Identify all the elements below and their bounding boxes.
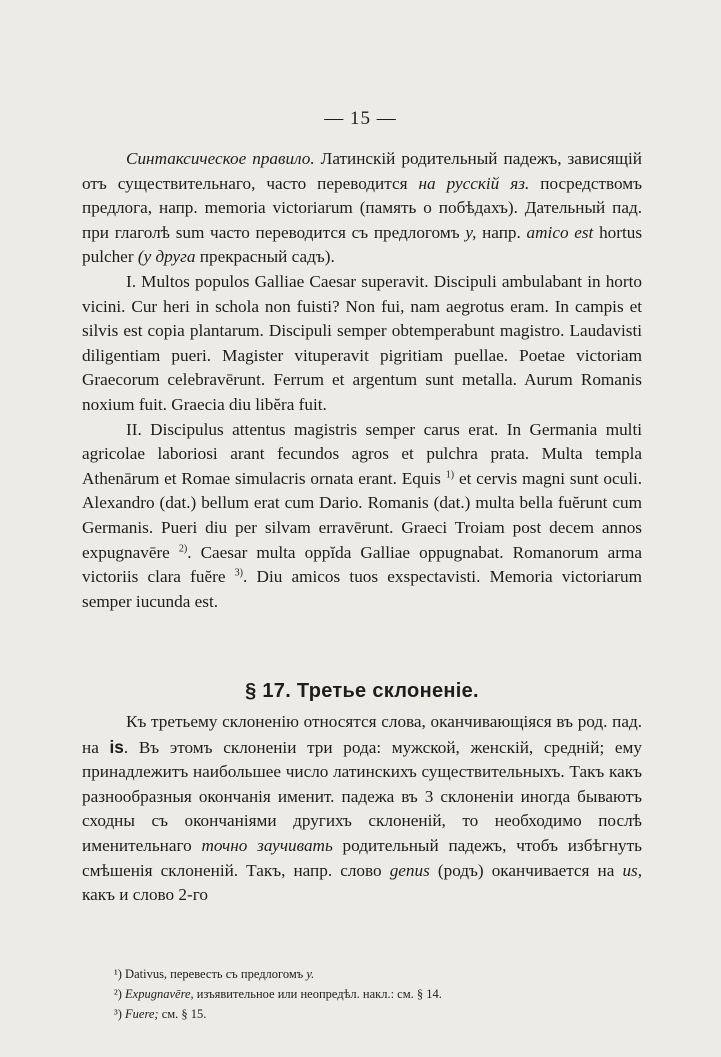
footnote-3: ³) Fuere; см. § 15. — [114, 1007, 207, 1021]
lower-text — [82, 710, 642, 908]
footnote-ref-2: 2) — [178, 542, 188, 554]
declension-paragraph: Къ третьему склоненію относятся слова, оканчивающіяся въ род. пад. на is. Въ этомъ склоненіи три рода: мужской, женскій, средній; ему принадлежитъ наибольшее число латинскихъ существительныхъ. Такъ какъ разнообразныя окончанія именит. падежа въ 3 склоненіи иногда бываютъ сходны съ окончаніями другихъ склоненій, то необходимо послѣ именительнаго точно заучивать родительный падежъ, чтобъ избѣгнуть смѣшенія склоненій. Такъ, напр. слово genus (родъ) оканчивается на us, какъ и слово 2-го — [82, 712, 643, 905]
footnote-1: ¹) Dativus, перевесть съ предлогомъ у. — [114, 967, 315, 981]
footnote-ref-3: 3) — [234, 567, 244, 579]
footnote-2: ²) Expugnavēre, изъявительное или неопредѣл. накл.: см. § 14. — [114, 987, 442, 1001]
section-heading: § 17. Третье склоненіе. — [245, 680, 479, 702]
ending-is: is — [109, 736, 124, 757]
exercise-two: II. Discipulus attentus magistris semper carus erat. In Germania multi agricolae laboriosi arant fecundos agros et pulchra prata. Multa templa Athenārum et Romae simulacris ornata erant. Equis $^{1)}$ et cervis magni sunt oculi. Alexandro (dat.) bellum erat cum Dario. Romanis (dat.) multa bella fuĕrunt cum Germanis. Pueri diu per silvam erravērunt. Graeci Troiam post decem annos expugnavēre $^{2)}$. Caesar multa oppĭda Galliae oppugnabat. Romanorum arma victoriis clara fuĕre $^{3)}$. Diu amicos tuos exspectavisti. Memoria victoriarum semper iucunda est. — [82, 419, 643, 611]
upper-text — [82, 147, 642, 614]
syntax-rule-paragraph: Синтаксическое правило. Латинскій родительный падежъ, зависящій отъ существительнаго, часто переводится на русскій яз. посредствомъ предлога, напр. memoria victoriarum (память о побѣдахъ). Дательный пад. при глаголѣ sum часто переводится съ предлогомъ у, напр. amico est hortus pulcher (у друга прекрасный садъ). — [82, 149, 643, 267]
footnote-ref-1: 1) — [445, 468, 455, 480]
footnotes — [114, 964, 634, 1024]
rule-term: Синтаксическое правило. — [126, 149, 315, 168]
page-number: — 15 — — [324, 108, 397, 129]
exercise-one: I. Multos populos Galliae Caesar superavit. Discipuli ambulabant in horto vicini. Cur heri in schola non fuisti? Non fui, nam aegrotus eram. In campis et silvis est copia plantarum. Discipuli semper obtemperabunt magistro. Laudavisti diligentiam pueri. Magister vituperavit pigritiam puellae. Poetae victoriam Graecorum celebravērunt. Ferrum et argentum sunt metalla. Aurum Romanis noxium fuit. Graecia diu libĕra fuit. — [82, 271, 642, 414]
